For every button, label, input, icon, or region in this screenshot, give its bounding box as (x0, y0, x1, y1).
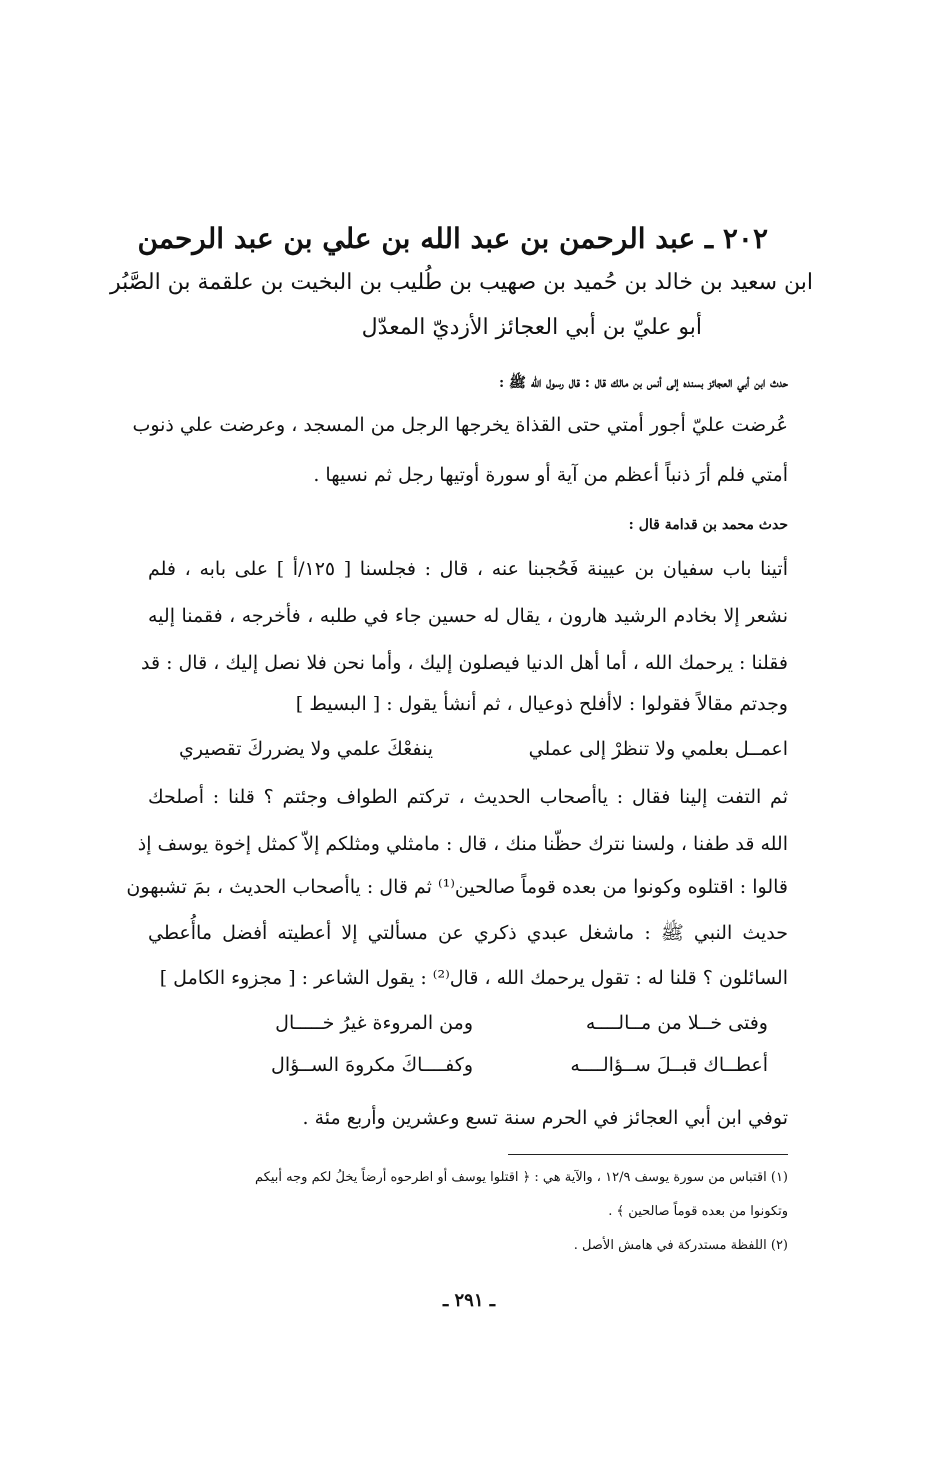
verse-1-left: ينفعْكَ علمي ولا يضرركَ تقصيري (179, 738, 433, 760)
narrative-line-9: السائلون ؟ قلنا له : تقول يرحمك الله ، قال⁽²⁾ : يقول الشاعر : [ مجزوء الكامل ] (159, 967, 788, 989)
footnote-separator (508, 1154, 788, 1155)
narrative-line-5: ثم التفت إلينا فقال : ياأصحاب الحديث ، تركتم الطواف وجئتم ؟ قلنا : أصلحك (148, 786, 788, 808)
footnote-1-line-2: وتكونوا من بعده قوماً صالحين ﴾ . (608, 1204, 788, 1219)
narrative-line-6: الله قد طفنا ، ولسنا نترك حظّنا منك ، قال : مامثلي ومثلكم إلاّ كمثل إخوة يوسف إذ (137, 833, 788, 855)
verse-3-left: وكفــــاكَ مكروهَ الســؤال (271, 1054, 473, 1076)
hadith-line-2: أمتي فلم أرَ ذنباً أعظم من آية أو سورة أوتيها رجل ثم نسيها . (313, 464, 788, 486)
footnote-2: (٢) اللفظة مستدركة في هامش الأصل . (573, 1238, 788, 1253)
entry-kunya: أبو عليّ بن أبي العجائز الأزديّ المعدّل (361, 315, 702, 340)
verse-2-right: وفتى خــلا من مــالــــه (585, 1012, 768, 1034)
verse-2-left: ومن المروءة غيرُ خـــــال (275, 1012, 473, 1034)
entry-title: ٢٠٢ ـ عبد الرحمن بن عبد الله بن علي بن عبد الرحمن (137, 222, 768, 255)
footnote-1-line-1: (١) اقتباس من سورة يوسف ١٢/٩ ، والآية هي : ﴿ اقتلوا يوسف أو اطرحوه أرضاً يخلُ لكم وجه أبيكم (255, 1170, 788, 1185)
death-note: توفي ابن أبي العجائز في الحرم سنة تسع وعشرين وأربع مئة . (302, 1107, 788, 1129)
hadith-line-1: عُرضت عليّ أجور أمتي حتى القذاة يخرجها الرجل من المسجد ، وعرضت علي ذنوب (132, 414, 788, 436)
narrative-line-4: وجدتم مقالاً فقولوا : لاأفلح ذوعيال ، ثم أنشأ يقول : [ البسيط ] (295, 693, 788, 715)
verse-3-right: أعطــاك قبــلَ ســؤالــــه (570, 1054, 768, 1076)
isnad-anas: حدث ابن أبي العجائز بسنده إلى أنس بن مالك قال : قال رسول الله ﷺ : (498, 375, 788, 391)
narrative-line-7: قالوا : اقتلوه وكونوا من بعده قوماً صالحين⁽¹⁾ ثم قال : ياأصحاب الحديث ، بمَ تشبهون (126, 876, 788, 898)
verse-1-right: اعمــل بعلمي ولا تنظرْ إلى عملي (528, 738, 788, 760)
narrative-line-8: حديث النبي ﷺ : ماشغل عبدي ذكري عن مسألتي إلا أعطيته أفضل ماأُعطي (148, 922, 788, 944)
isnad-qudama: حدث محمد بن قدامة قال : (628, 517, 788, 533)
page-number: ـ ٢٩١ ـ (442, 1290, 496, 1311)
entry-lineage: ابن سعيد بن خالد بن حُميد بن صهيب بن طُليب بن البخيت بن علقمة بن الصَّبُر (110, 270, 813, 295)
narrative-line-3: فقلنا : يرحمك الله ، أما أهل الدنيا فيصلون إليك ، وأما نحن فلا نصل إليك ، قال : قد (140, 652, 788, 674)
narrative-line-2: نشعر إلا بخادم الرشيد هارون ، يقال له حسين جاء في طلبه ، فأخرجه ، فقمنا إليه (148, 605, 788, 627)
narrative-line-1: أتينا باب سفيان بن عيينة فَحُجبنا عنه ، قال : فجلسنا [ ١٢٥/أ ] على بابه ، فلم (148, 558, 788, 580)
